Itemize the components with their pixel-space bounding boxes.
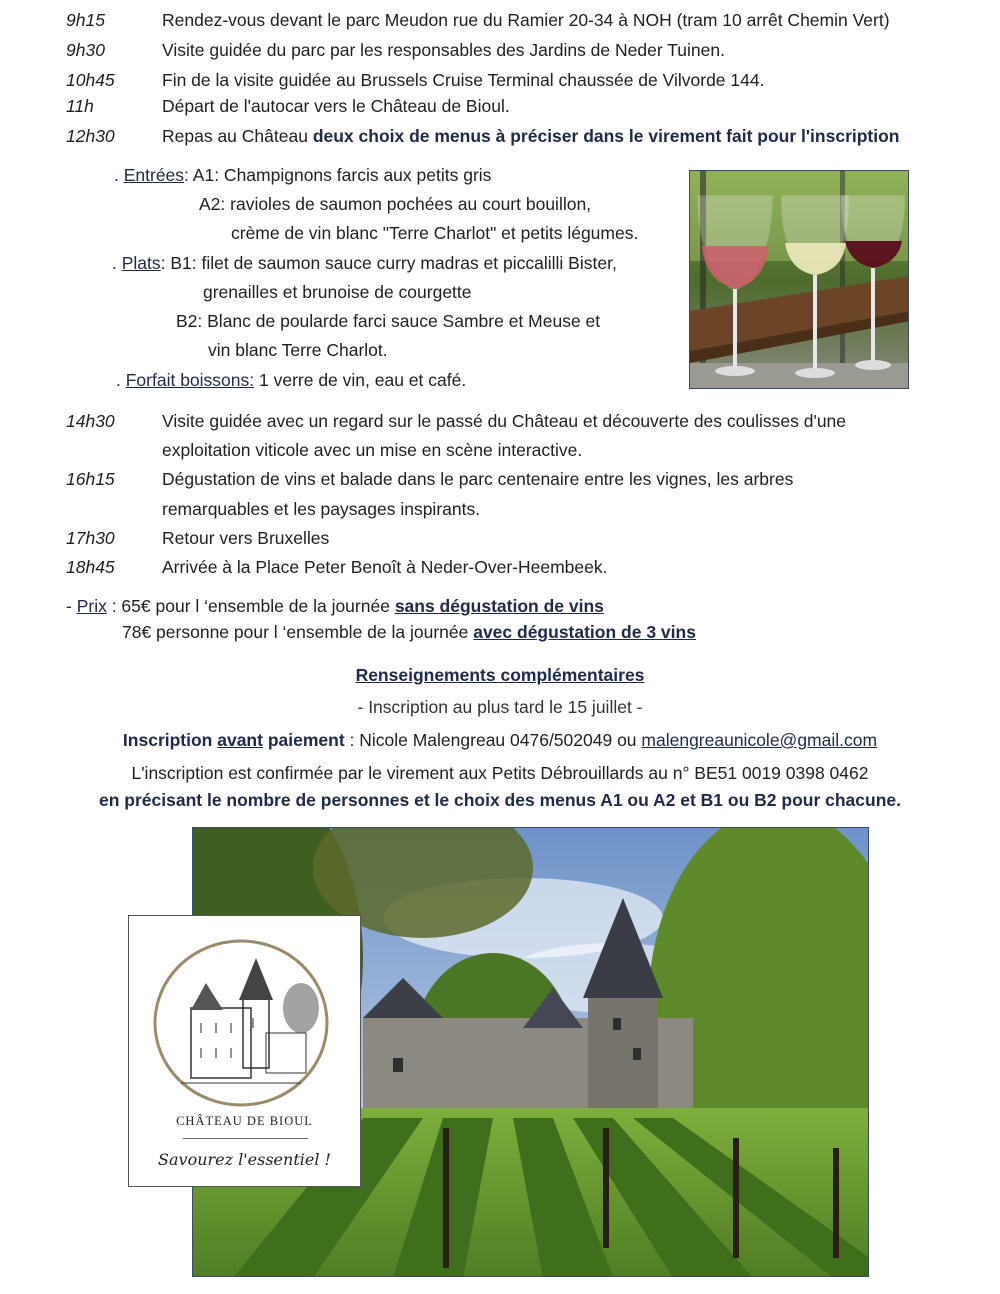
schedule-text-cont: exploitation viticole avec un mise en scène interactive. bbox=[162, 440, 583, 460]
inscription-deadline: - Inscription au plus tard le 15 juillet - bbox=[357, 697, 643, 717]
schedule-text-cont: remarquables et les paysages inspirants. bbox=[162, 499, 481, 519]
schedule-time: 17h30 bbox=[66, 528, 115, 548]
schedule-text: Départ de l'autocar vers le Château de Bioul. bbox=[162, 96, 510, 116]
meal-text: Repas au Château bbox=[162, 126, 313, 146]
schedule-text-meal bbox=[162, 126, 900, 147]
schedule-time: 14h30 bbox=[66, 411, 115, 431]
schedule-time: 16h15 bbox=[66, 469, 115, 489]
logo-tagline: Savourez l'essentiel ! bbox=[158, 1150, 331, 1169]
menu-plats: . Plats: B1: filet de saumon sauce curry madras et piccalilli Bister, bbox=[112, 253, 617, 273]
menu-a2-line2: crème de vin blanc "Terre Charlot" et petits légumes. bbox=[231, 223, 639, 243]
boissons-text: 1 verre de vin, eau et café. bbox=[254, 370, 467, 390]
inscription-label-b: avant bbox=[217, 730, 263, 750]
renseignements-title bbox=[0, 665, 1000, 686]
boissons-label: Forfait boissons: bbox=[125, 370, 255, 390]
inscription-confirm: L'inscription est confirmée par le virement aux Petits Débrouillards au n° BE51 0019 0398 0462 bbox=[131, 763, 869, 783]
prix-line2 bbox=[122, 622, 696, 643]
prix-line1: - Prix : 65€ pour l ‘ensemble de la journée sans dégustation de vins bbox=[66, 596, 604, 616]
schedule-text: Arrivée à la Place Peter Benoît à Neder-Over-Heembeek. bbox=[162, 557, 608, 577]
inscription-label-c: paiement bbox=[262, 730, 345, 750]
schedule-text: Dégustation de vins et balade dans le parc centenaire entre les vignes, les arbres bbox=[162, 469, 794, 489]
schedule-text: Visite guidée avec un regard sur le passé du Château et découverte des coulisses d'une bbox=[162, 411, 847, 431]
menu-b1: : B1: filet de saumon sauce curry madras et piccalilli Bister, bbox=[160, 253, 617, 273]
menu-a1: : A1: Champignons farcis aux petits gris bbox=[184, 165, 492, 185]
wine-glasses-photo bbox=[689, 170, 909, 389]
prix-line1-bold: sans dégustation de vins bbox=[394, 596, 604, 616]
schedule-text: Rendez-vous devant le parc Meudon rue du Ramier 20-34 à NOH (tram 10 arrêt Chemin Vert) bbox=[162, 10, 890, 30]
email-link[interactable]: malengreaunicole@gmail.com bbox=[641, 730, 878, 750]
prix-label: Prix bbox=[76, 596, 107, 616]
schedule-time: 9h30 bbox=[66, 40, 105, 60]
renseignements-title-text: Renseignements complémentaires bbox=[355, 665, 645, 685]
menu-entrees: . Entrées: A1: Champignons farcis aux petits gris bbox=[114, 165, 492, 185]
schedule-time: 9h15 bbox=[66, 10, 105, 30]
plats-label: Plats bbox=[121, 253, 161, 273]
inscription-precision: en précisant le nombre de personnes et le choix des menus A1 ou A2 et B1 ou B2 pour chacune. bbox=[99, 790, 901, 810]
chateau-logo bbox=[128, 915, 361, 1187]
prix-line2-bold: avec dégustation de 3 vins bbox=[473, 622, 696, 642]
menu-b1-line2: grenailles et brunoise de courgette bbox=[203, 282, 472, 302]
menu-b2-line1: B2: Blanc de poularde farci sauce Sambre et Meuse et bbox=[176, 311, 601, 331]
schedule-time: 11h bbox=[66, 96, 94, 116]
inscription-contact bbox=[0, 730, 1000, 751]
logo-name: CHÂTEAU DE BIOUL bbox=[176, 1114, 313, 1128]
prix-line1-text: : 65€ pour l ‘ensemble de la journée bbox=[106, 596, 395, 616]
schedule-text: Visite guidée du parc par les responsables des Jardins de Neder Tuinen. bbox=[162, 40, 725, 60]
schedule-text: Fin de la visite guidée au Brussels Cruise Terminal chaussée de Vilvorde 144. bbox=[162, 70, 765, 90]
schedule-time: 12h30 bbox=[66, 126, 115, 146]
entrees-label: Entrées bbox=[123, 165, 185, 185]
menu-b2-line2: vin blanc Terre Charlot. bbox=[208, 340, 388, 360]
contact-text: : Nicole Malengreau 0476/502049 ou bbox=[344, 730, 642, 750]
menu-a2-line1: A2: ravioles de saumon pochées au court bouillon, bbox=[199, 194, 592, 214]
inscription-label-a: Inscription bbox=[122, 730, 218, 750]
schedule-time: 10h45 bbox=[66, 70, 115, 90]
schedule-text: Retour vers Bruxelles bbox=[162, 528, 330, 548]
prix-line2-text: 78€ personne pour l ‘ensemble de la journée bbox=[122, 622, 474, 642]
logo-divider bbox=[183, 1138, 308, 1139]
chateau-sketch-icon bbox=[151, 938, 331, 1108]
menu-boissons: . Forfait boissons: 1 verre de vin, eau et café. bbox=[116, 370, 467, 390]
meal-menu-note: deux choix de menus à préciser dans le virement fait pour l'inscription bbox=[312, 126, 900, 146]
schedule-time: 18h45 bbox=[66, 557, 115, 577]
